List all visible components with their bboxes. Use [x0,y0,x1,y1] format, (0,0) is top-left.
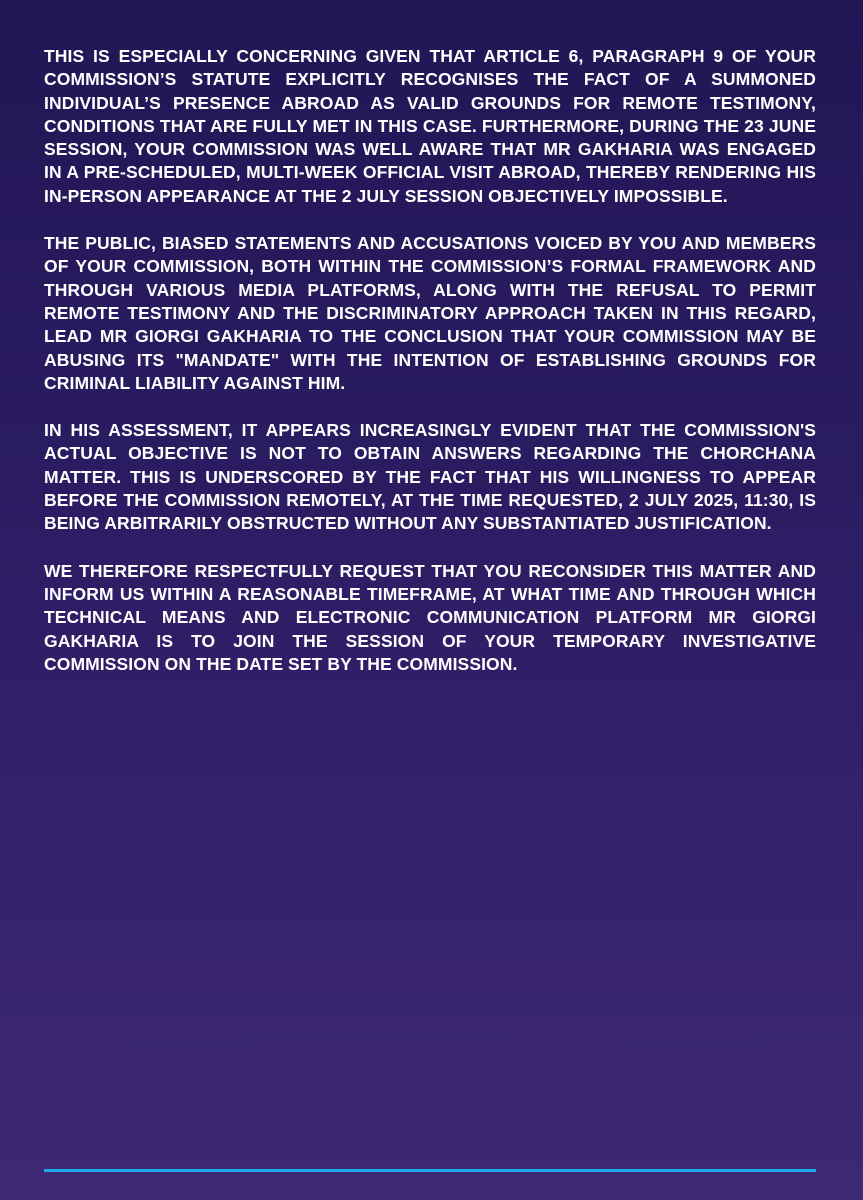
footer-divider [44,1169,816,1172]
paragraph-remote-testimony-grounds: THIS IS ESPECIALLY CONCERNING GIVEN THAT ARTICLE 6, PARAGRAPH 9 OF YOUR COMMISSION’S STATUTE EXPLICITLY RECOGNISES THE FACT OF A SUMMONED INDIVIDUAL’S PRESENCE ABROAD AS VALID GROUNDS FOR REMOTE TESTIMONY, CONDITIONS THAT ARE FULLY MET IN THIS CASE. FURTHERMORE, DURING THE 23 JUNE SESSION, YOUR COMMISSION WAS WELL AWARE THAT MR GAKHARIA WAS ENGAGED IN A PRE-SCHEDULED, MULTI-WEEK OFFICIAL VISIT ABROAD, THEREBY RENDERING HIS IN-PERSON APPEARANCE AT THE 2 JULY SESSION OBJECTIVELY IMPOSSIBLE. [44,46,816,206]
paragraph-biased-statements: THE PUBLIC, BIASED STATEMENTS AND ACCUSATIONS VOICED BY YOU AND MEMBERS OF YOUR COMMISSION, BOTH WITHIN THE COMMISSION’S FORMAL FRAMEWORK AND THROUGH VARIOUS MEDIA PLATFORMS, ALONG WITH THE REFUSAL TO PERMIT REMOTE TESTIMONY AND THE DISCRIMINATORY APPROACH TAKEN IN THIS REGARD, LEAD MR GIORGI GAKHARIA TO THE CONCLUSION THAT YOUR COMMISSION MAY BE ABUSING ITS "MANDATE" WITH THE INTENTION OF ESTABLISHING GROUNDS FOR CRIMINAL LIABILITY AGAINST HIM. [44,233,816,393]
paragraph-commission-objective: IN HIS ASSESSMENT, IT APPEARS INCREASINGLY EVIDENT THAT THE COMMISSION'S ACTUAL OBJECTIVE IS NOT TO OBTAIN ANSWERS REGARDING THE CHORCHANA MATTER. THIS IS UNDERSCORED BY THE FACT THAT HIS WILLINGNESS TO APPEAR BEFORE THE COMMISSION REMOTELY, AT THE TIME REQUESTED, 2 JULY 2025, 11:30, IS BEING ARBITRARILY OBSTRUCTED WITHOUT ANY SUBSTANTIATED JUSTIFICATION. [44,420,816,534]
paragraph-request-reconsider: WE THEREFORE RESPECTFULLY REQUEST THAT YOU RECONSIDER THIS MATTER AND INFORM US WITHIN A REASONABLE TIMEFRAME, AT WHAT TIME AND THROUGH WHICH TECHNICAL MEANS AND ELECTRONIC COMMUNICATION PLATFORM MR GIORGI GAKHARIA IS TO JOIN THE SESSION OF YOUR TEMPORARY INVESTIGATIVE COMMISSION ON THE DATE SET BY THE COMMISSION. [44,560,816,674]
letter-body [44,45,816,700]
